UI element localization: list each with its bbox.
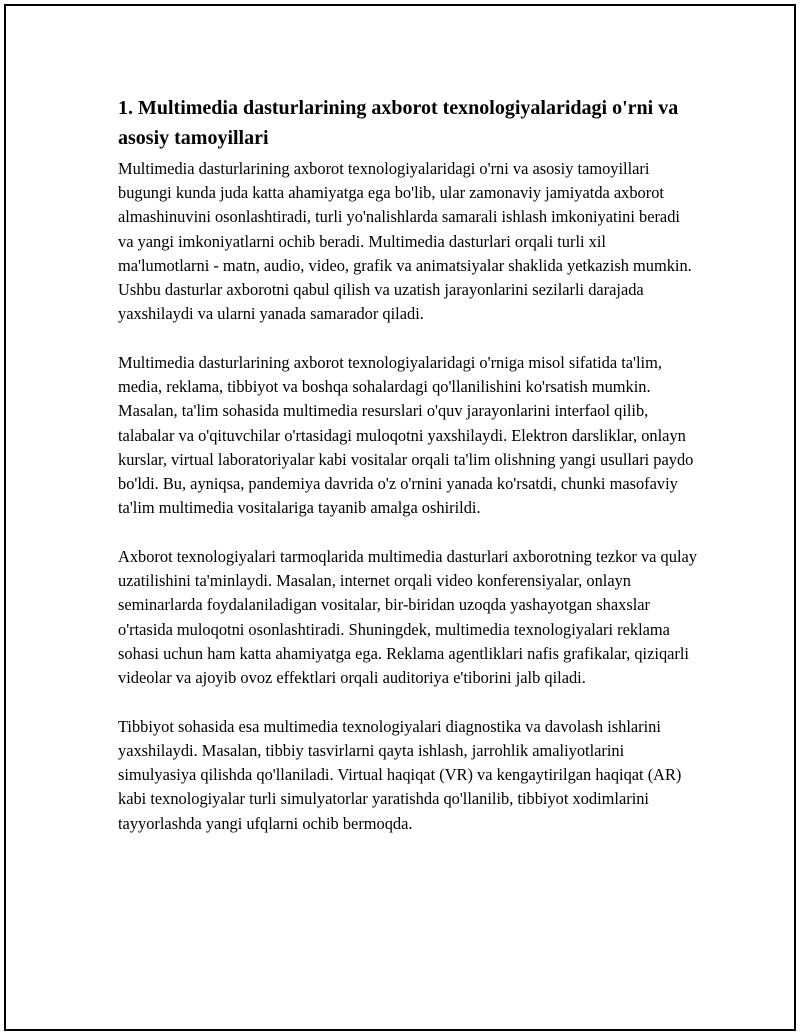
paragraph-4: Tibbiyot sohasida esa multimedia texnologiyalari diagnostika va davolash ishlarini yaxshilaydi. Masalan, tibbiy tasvirlarni qayta ishlash, jarrohlik amaliyotlarini simulyasiya qilishda qo'llaniladi. Virtual haqiqat (VR) va kengaytirilgan haqiqat (AR) kabi texnologiyalar turli simulyatorlar yaratishda qo'llanilib, tibbiyot xodimlarini tayyorlashda yangi ufqlarni ochib bermoqda. xyxy=(118,716,682,833)
paragraph-3: Axborot texnologiyalari tarmoqlarida multimedia dasturlari axborotning tezkor va qulay uzatilishini ta'minlaydi. Masalan, internet orqali video konferensiyalar, onlayn seminarlarda foydalaniladigan vositalar, bir-biridan uzoqda yashayotgan shaxslar o'rtasida muloqotni osonlashtiradi. Shuningdek, multimedia texnologiyalari reklama sohasi uchun ham katta ahamiyatga ega. Reklama agentliklari nafis grafikalar, qiziqarli videolar va ajoyib ovoz effektlari orqali auditoriya e'tiborini jalb qiladi. xyxy=(118,547,697,688)
paragraph-2: Multimedia dasturlarining axborot texnologiyalaridagi o'rniga misol sifatida ta'lim, media, reklama, tibbiyot va boshqa sohalardagi qo'llanilishini ko'rsatish mumkin. Masalan, ta'lim sohasida multimedia resurslari o'quv jarayonlarini interfaol qilib, talabalar va o'qituvchilar o'rtasidagi muloqotni yaxshilaydi. Elektron darsliklar, onlayn kurslar, virtual laboratoriyalar kabi vositalar orqali ta'lim olishning yangi usullari paydo bo'ldi. Bu, ayniqsa, pandemiya davrida o'z o'rnini yanada ko'rsatdi, chunki masofaviy ta'lim multimedia vositalariga tayanib amalga oshirildi. xyxy=(118,353,694,518)
document-body xyxy=(118,93,698,860)
paragraph-1: Multimedia dasturlarining axborot texnologiyalaridagi o'rni va asosiy tamoyillari bugungi kunda juda katta ahamiyatga ega bo'lib, ular zamonaviy jamiyatda axborot almashinuvini osonlashtiradi, turli yo'nalishlarda samarali ishlash imkoniyatini beradi va yangi imkoniyatlarni ochib beradi. Multimedia dasturlari orqali turli xil ma'lumotlarni - matn, audio, video, grafik va animatsiyalar shaklida yetkazish mumkin. Ushbu dasturlar axborotni qabul qilish va uzatish jarayonlarini sezilarli darajada yaxshilaydi va ularni yanada samarador qiladi. xyxy=(118,159,692,324)
section-heading: 1. Multimedia dasturlarining axborot texnologiyalaridagi o'rni va asosiy tamoyillari xyxy=(118,97,679,149)
